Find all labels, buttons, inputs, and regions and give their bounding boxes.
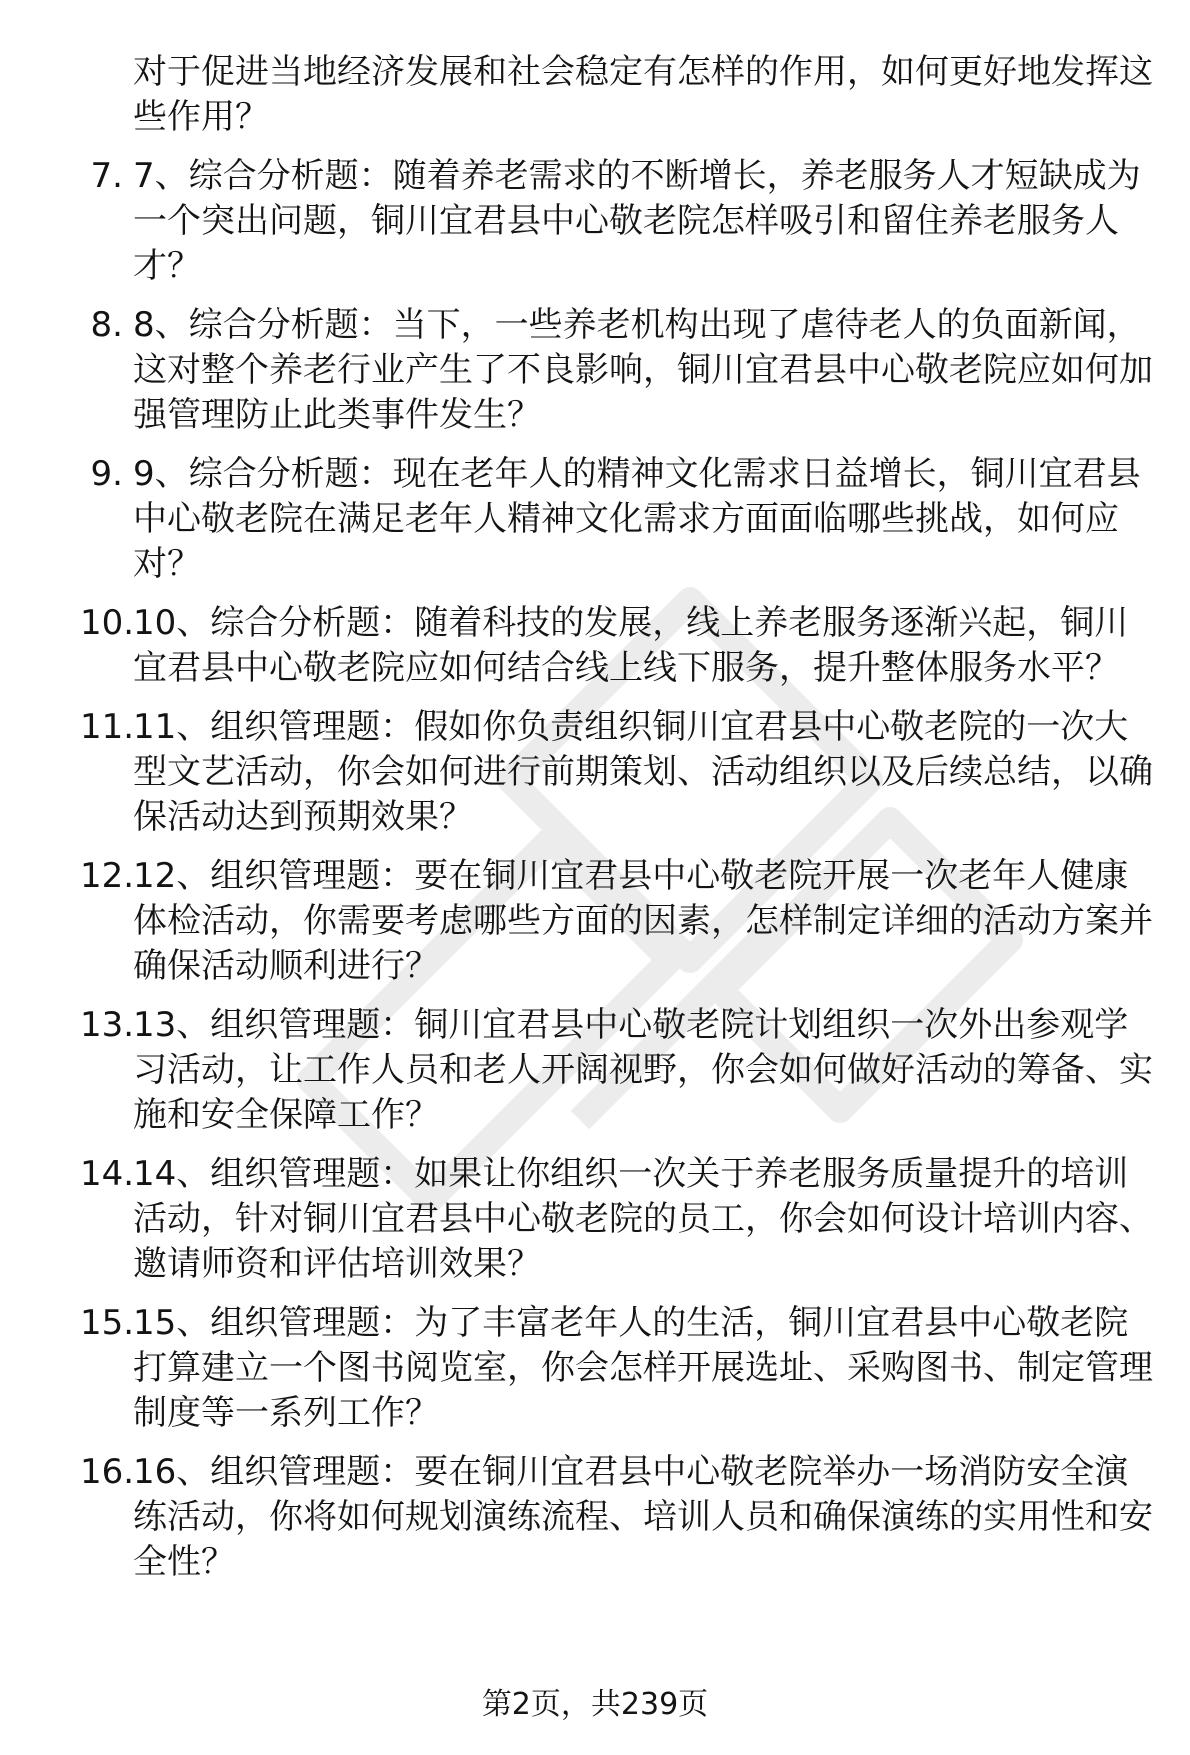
list-number: 7. <box>90 156 123 196</box>
question-text: 12、组织管理题：要在铜川宜君县中心敬老院开展一次老年人健康体检活动，你需要考虑哪些方面的因素，怎样制定详细的活动方案并确保活动顺利进行？ <box>133 856 1153 986</box>
list-number: 12. <box>80 856 135 896</box>
list-item <box>80 1003 1160 1138</box>
list-item <box>80 705 1160 840</box>
question-text: 11、组织管理题：假如你负责组织铜川宜君县中心敬老院的一次大型文艺活动，你会如何进行前期策划、活动组织以及后续总结，以确保活动达到预期效果？ <box>133 707 1153 837</box>
list-item <box>80 303 1160 438</box>
list-number: 10. <box>80 603 135 643</box>
question-text: 13、组织管理题：铜川宜君县中心敬老院计划组织一次外出参观学习活动，让工作人员和老人开阔视野，你会如何做好活动的筹备、实施和安全保障工作？ <box>133 1005 1153 1135</box>
question-text: 15、组织管理题：为了丰富老年人的生活，铜川宜君县中心敬老院打算建立一个图书阅览室，你会怎样开展选址、采购图书、制定管理制度等一系列工作？ <box>133 1303 1153 1433</box>
page-footer: 第2页，共239页 <box>481 1687 709 1722</box>
list-item <box>80 1152 1160 1287</box>
question-text: 7、综合分析题：随着养老需求的不断增长，养老服务人才短缺成为一个突出问题，铜川宜君县中心敬老院怎样吸引和留住养老服务人才？ <box>133 156 1141 286</box>
question-text: 8、综合分析题：当下，一些养老机构出现了虐待老人的负面新闻，这对整个养老行业产生了不良影响，铜川宜君县中心敬老院应如何加强管理防止此类事件发生？ <box>133 305 1153 435</box>
question-text: 9、综合分析题：现在老年人的精神文化需求日益增长，铜川宜君县中心敬老院在满足老年人精神文化需求方面面临哪些挑战，如何应对？ <box>133 454 1141 584</box>
list-number: 15. <box>80 1303 135 1343</box>
list-number: 11. <box>80 707 135 747</box>
question-text: 14、组织管理题：如果让你组织一次关于养老服务质量提升的培训活动，针对铜川宜君县中心敬老院的员工，你会如何设计培训内容、邀请师资和评估培训效果？ <box>133 1154 1153 1284</box>
question-text: 16、组织管理题：要在铜川宜君县中心敬老院举办一场消防安全演练活动，你将如何规划演练流程、培训人员和确保演练的实用性和安全性？ <box>133 1452 1153 1582</box>
list-item <box>80 854 1160 989</box>
list-number: 9. <box>90 454 123 494</box>
list-item <box>80 1301 1160 1436</box>
list-number: 13. <box>80 1005 135 1045</box>
list-item <box>80 601 1160 691</box>
list-item <box>80 452 1160 587</box>
question-list <box>80 50 1160 1599</box>
question-text: 10、综合分析题：随着科技的发展，线上养老服务逐渐兴起，铜川宜君县中心敬老院应如何结合线上线下服务，提升整体服务水平？ <box>133 603 1129 688</box>
continued-question-text: 对于促进当地经济发展和社会稳定有怎样的作用，如何更好地发挥这些作用？ <box>133 52 1153 137</box>
list-item <box>80 1450 1160 1585</box>
list-number: 14. <box>80 1154 135 1194</box>
list-number: 8. <box>90 305 123 345</box>
list-item <box>80 154 1160 289</box>
list-number: 16. <box>80 1452 135 1492</box>
